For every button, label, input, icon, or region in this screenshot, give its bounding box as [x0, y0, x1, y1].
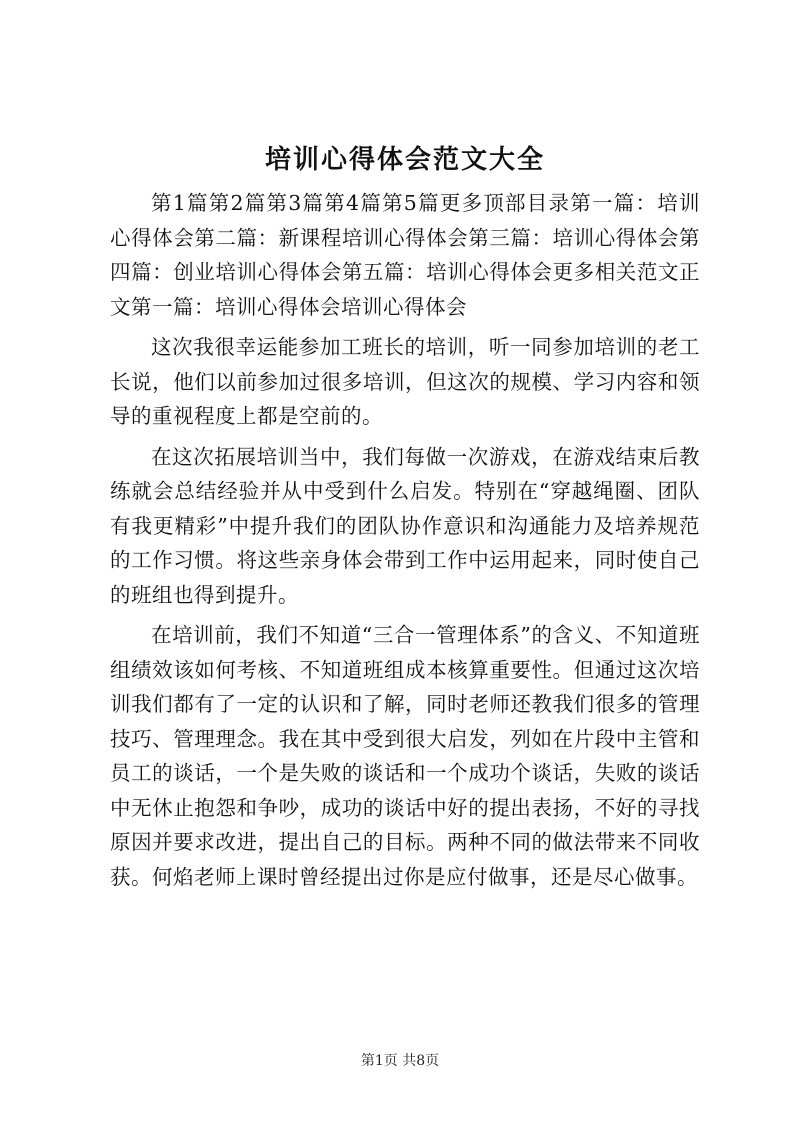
- document-page: [110, 140, 700, 900]
- document-title: 培训心得体会范文大全: [264, 145, 545, 175]
- paragraph-expansion-training: 在这次拓展培训当中，我们每做一次游戏，在游戏结束后教练就会总结经验并从中受到什么启发。特别在“穿越绳圈、团队有我更精彩”中提升我们的团队协作意识和沟通能力及培养规范的工作习惯。将这些亲身体会带到工作中运用起来，同时使自己的班组也得到提升。: [110, 444, 700, 607]
- paragraph-before-training: 在培训前，我们不知道“三合一管理体系”的含义、不知道班组绩效该如何考核、不知道班组成本核算重要性。但通过这次培训我们都有了一定的认识和了解，同时老师还教我们很多的管理技巧、管理理念。我在其中受到很大启发，列如在片段中主管和员工的谈话，一个是失败的谈话和一个成功个谈话，失败的谈话中无休止抱怨和争吵，成功的谈话中好的提出表扬，不好的寻找原因并要求改进，提出自己的目标。两种不同的做法带来不同收获。何焰老师上课时曾经提出过你是应付做事，还是尽心做事。: [110, 623, 700, 889]
- paragraph-toc: 第1篇第2篇第3篇第4篇第5篇更多顶部目录第一篇：培训心得体会第二篇：新课程培训心得体会第三篇：培训心得体会第四篇：创业培训心得体会第五篇：培训心得体会更多相关范文正文第一篇：培训心得体会培训心得体会: [110, 191, 700, 319]
- paragraph-intro: 这次我很幸运能参加工班长的培训，听一同参加培训的老工长说，他们以前参加过很多培训，但这次的规模、学习内容和领导的重视程度上都是空前的。: [110, 335, 700, 428]
- page-footer: 第1页 共8页: [360, 1053, 440, 1069]
